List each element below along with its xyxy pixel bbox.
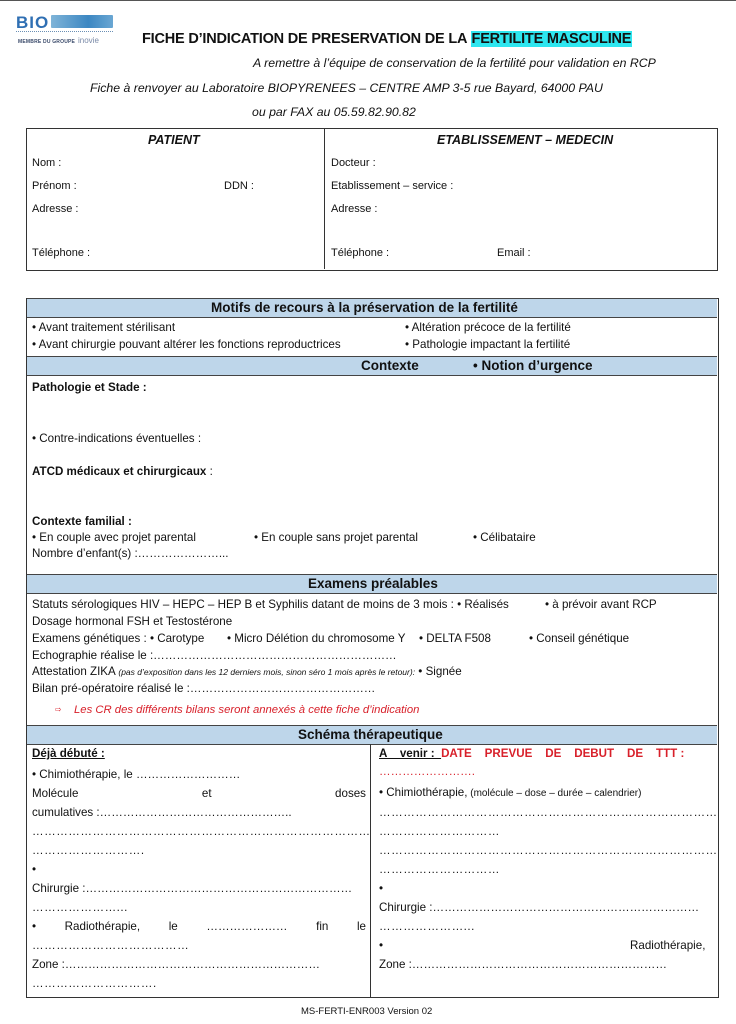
date-prevue-label: DATE PREVUE DE DEBUT DE TTT :	[441, 747, 685, 760]
right-line[interactable]: Zone :…………………………………………………………	[379, 958, 667, 971]
title-highlight: FERTILITE MASCULINE	[471, 31, 632, 47]
motifs-heading: Motifs de recours à la préservation de la fertilité	[211, 300, 518, 315]
patient-nom-field[interactable]: Nom :	[32, 157, 62, 169]
left-line[interactable]: …………………………………	[32, 939, 190, 952]
schema-heading: Schéma thérapeutique	[298, 727, 443, 742]
logo-group: inovie	[78, 36, 99, 45]
logo-tagline: MEMBRE DU GROUPE	[18, 39, 76, 45]
zika-note: (pas d’exposition dans les 12 derniers mois, sinon séro 1 mois après le retour):	[118, 667, 416, 677]
column-divider	[324, 129, 325, 269]
annex-note: Les CR des différents bilans seront annexés à cette fiche d’indication	[74, 704, 420, 716]
motifs-section-header	[27, 298, 717, 318]
motif-option[interactable]: • Altération précoce de la fertilité	[405, 321, 571, 334]
dosage-line: Dosage hormonal FSH et Testostérone	[32, 615, 233, 628]
examens-heading: Examens préalables	[308, 576, 438, 591]
schema-section-header	[27, 725, 717, 745]
genetique-option[interactable]: • Micro Délétion du chromosome Y	[227, 632, 406, 645]
left-line[interactable]: Zone :…………………………………………………………	[32, 958, 320, 971]
zika-label: Attestation ZIKA	[32, 665, 119, 678]
arrow-right-icon: ⇨	[55, 705, 62, 714]
left-line: •	[32, 863, 37, 876]
right-line[interactable]: …………………...	[379, 920, 475, 933]
service-field[interactable]: Etablissement – service :	[331, 180, 454, 192]
familial-option[interactable]: • En couple avec projet parental	[32, 531, 196, 544]
left-line-radiotherapie[interactable]: • Radiothérapie, le ………………… fin le	[32, 920, 366, 933]
patient-prenom-field[interactable]: Prénom :	[32, 180, 77, 192]
familial-option[interactable]: • En couple sans projet parental	[254, 531, 418, 544]
zika-signee-option[interactable]: • Signée	[415, 665, 462, 678]
serologie-option[interactable]: • à prévoir avant RCP	[545, 598, 657, 611]
atcd-label[interactable]	[32, 465, 213, 478]
logo-divider	[16, 31, 113, 34]
a-venir-label: A venir :	[379, 747, 442, 760]
send-to-address: Fiche à renvoyer au Laboratoire BIOPYRENEES – CENTRE AMP 3-5 rue Bayard, 64000 PAU	[90, 81, 603, 95]
company-logo	[16, 13, 116, 53]
title-prefix: FICHE D’INDICATION DE PRESERVATION DE LA	[142, 31, 471, 47]
atcd-label-bold: ATCD médicaux et chirurgicaux	[32, 465, 207, 478]
right-line: •	[379, 882, 384, 895]
right-line[interactable]: …………………………………………………………………………	[379, 844, 718, 857]
contexte-familial-label: Contexte familial :	[32, 515, 132, 528]
patient-heading: PATIENT	[148, 133, 200, 147]
genetiques-line[interactable]: Examens génétiques : • Carotype	[32, 632, 205, 645]
patient-info-box	[26, 128, 718, 271]
logo-brand: BIO	[16, 13, 50, 32]
patient-ddn-field[interactable]: DDN :	[224, 180, 254, 192]
chimio-note: (molécule – dose – durée – calendrier)	[467, 788, 642, 799]
left-line-molecule: Molécule et doses	[32, 787, 366, 800]
atcd-label-colon: :	[206, 465, 213, 478]
etablissement-heading: ETABLISSEMENT – MEDECIN	[437, 133, 614, 147]
right-line[interactable]: …………………………	[379, 863, 500, 876]
urgence-option[interactable]: • Notion d’urgence	[473, 358, 593, 373]
left-line[interactable]: Chirurgie :……………………………………………………………	[32, 882, 353, 895]
etablissement-email-field[interactable]: Email :	[497, 247, 531, 259]
genetique-option[interactable]: • DELTA F508	[419, 632, 491, 645]
left-line[interactable]: • Chimiothérapie, le ………………………	[32, 768, 241, 781]
serologie-line[interactable]: Statuts sérologiques HIV – HEPC – HEP B et Syphilis datant de moins de 3 mois : • Réalisés	[32, 598, 509, 611]
page-title	[142, 31, 632, 47]
right-chimio-line[interactable]	[379, 786, 641, 799]
docteur-field[interactable]: Docteur :	[331, 157, 376, 169]
right-line[interactable]: …………………………	[379, 825, 500, 838]
left-line[interactable]: cumulatives :…………………………………………..	[32, 806, 292, 819]
contre-indications-label[interactable]: • Contre-indications éventuelles :	[32, 432, 202, 445]
right-radiotherapie[interactable]: Radiothérapie,	[630, 939, 706, 952]
right-line: •	[379, 939, 384, 952]
contexte-section-header	[27, 356, 717, 376]
a-venir-heading	[379, 747, 713, 760]
patient-adresse-field[interactable]: Adresse :	[32, 203, 79, 215]
motif-option[interactable]: • Avant chirurgie pouvant altérer les fonctions reproductrices	[32, 338, 341, 351]
right-line[interactable]: …………………………………………………………………………	[379, 806, 718, 819]
chimio-label: • Chimiothérapie,	[379, 786, 468, 799]
contexte-heading: Contexte	[361, 358, 419, 373]
nombre-enfants-field[interactable]: Nombre d’enfant(s) :…………………...	[32, 547, 229, 560]
document-code: MS-FERTI-ENR003 Version 02	[301, 1006, 433, 1017]
familial-option[interactable]: • Célibataire	[473, 531, 536, 544]
etablissement-adresse-field[interactable]: Adresse :	[331, 203, 378, 215]
date-prevue-field[interactable]: …………………….	[379, 765, 475, 778]
left-line[interactable]: …………………………………………………………………………	[32, 825, 371, 838]
pathologie-label[interactable]: Pathologie et Stade :	[32, 381, 147, 394]
echographie-field[interactable]: Echographie réalise le :………………………………………………………	[32, 649, 397, 662]
motif-option[interactable]: • Avant traitement stérilisant	[32, 321, 176, 334]
left-line[interactable]: ……………………….	[32, 844, 145, 857]
left-line[interactable]: ………………………….	[32, 977, 157, 990]
logo-wave-graphic	[51, 15, 113, 28]
etablissement-telephone-field[interactable]: Téléphone :	[331, 247, 390, 259]
page-subtitle: A remettre à l’équipe de conservation de la fertilité pour validation en RCP	[253, 56, 656, 70]
right-line[interactable]: Chirurgie :……………………………………………………………	[379, 901, 700, 914]
fax-number: ou par FAX au 05.59.82.90.82	[252, 105, 416, 119]
schema-column-divider	[370, 744, 371, 997]
motif-option[interactable]: • Pathologie impactant la fertilité	[405, 338, 571, 351]
deja-debute-heading: Déjà débuté :	[32, 747, 105, 760]
examens-section-header	[27, 574, 717, 594]
bilan-field[interactable]: Bilan pré-opératoire réalisé le :…………………………………………	[32, 682, 376, 695]
genetique-option[interactable]: • Conseil génétique	[529, 632, 630, 645]
left-line[interactable]: …………………...	[32, 901, 128, 914]
zika-line[interactable]	[32, 665, 462, 678]
patient-telephone-field[interactable]: Téléphone :	[32, 247, 91, 259]
main-form-box	[26, 298, 719, 998]
